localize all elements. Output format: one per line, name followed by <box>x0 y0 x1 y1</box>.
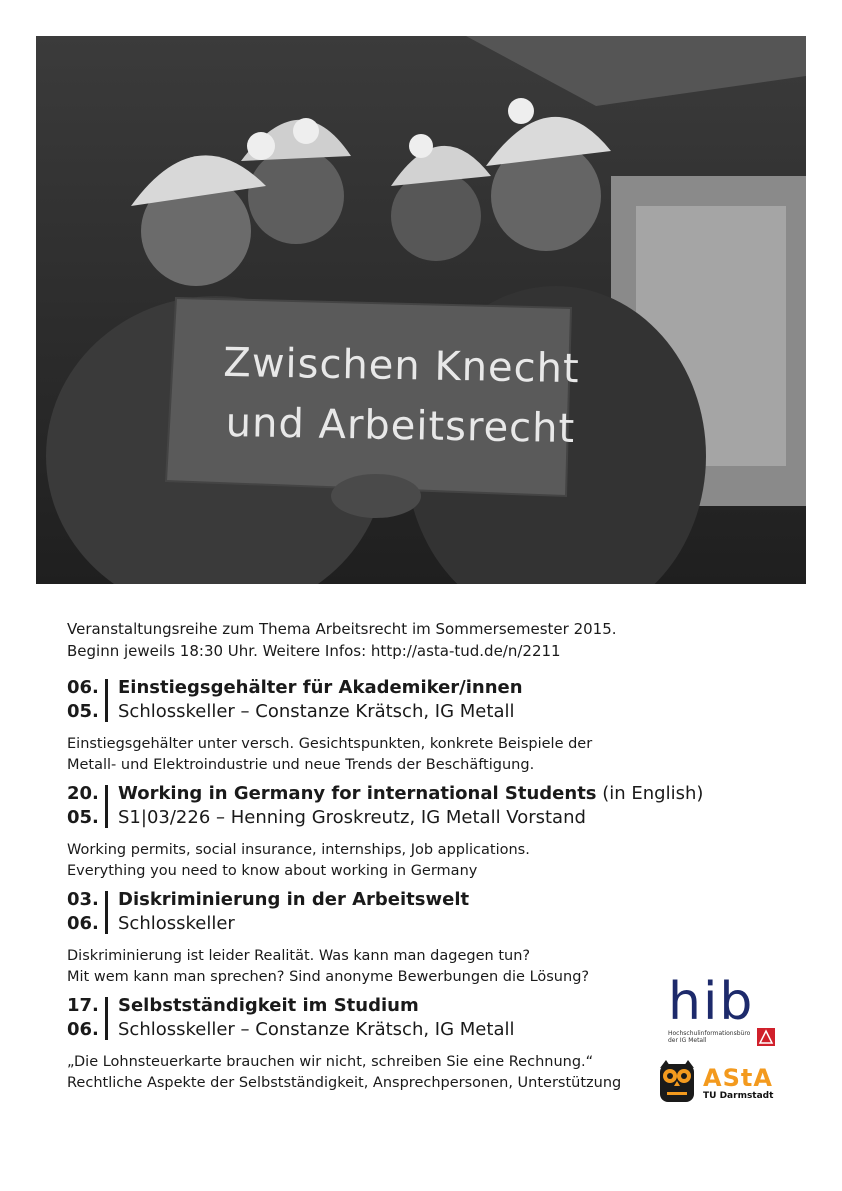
event-description <box>67 734 787 776</box>
event-description-line-2: Rechtliche Aspekte der Selbstständigkeit, Ansprechpersonen, Unterstützung <box>67 1075 622 1091</box>
event-location: Schlosskeller – Constanze Krätsch, IG Metall <box>118 1019 515 1040</box>
event-description-line-1: Einstiegsgehälter unter versch. Gesichtspunkten, konkrete Beispiele der <box>67 736 593 752</box>
asta-logo <box>703 1066 773 1101</box>
ig-metall-icon <box>757 1028 775 1046</box>
event-description-line-2: Everything you need to know about working in Germany <box>67 863 478 879</box>
hib-logo-subtitle <box>668 1030 758 1044</box>
event-note: (in English) <box>596 783 704 804</box>
owl-icon <box>658 1060 696 1104</box>
event-description-line-2: Metall- und Elektroindustrie und neue Trends der Beschäftigung. <box>67 757 535 773</box>
intro-line-2: Beginn jeweils 18:30 Uhr. Weitere Infos: http://asta-tud.de/n/2211 <box>67 642 561 660</box>
hib-logo-text: hib <box>668 972 755 1032</box>
event-date <box>67 782 101 830</box>
event-title: Working in Germany for international Students <box>118 783 597 804</box>
event-location: S1|03/226 – Henning Groskreutz, IG Metall Vorstand <box>118 807 586 828</box>
date-divider <box>105 891 108 934</box>
hib-subtitle-line-1: Hochschulinformationsbüro <box>668 1030 751 1037</box>
event-month: 05. <box>67 807 99 828</box>
event-location: Schlosskeller <box>118 913 235 934</box>
asta-logo-subtitle: TU Darmstadt <box>703 1091 774 1101</box>
event-month: 06. <box>67 1019 99 1040</box>
intro-text <box>67 618 787 662</box>
event-day: 06. <box>67 677 99 698</box>
event-title: Diskriminierung in der Arbeitswelt <box>118 889 470 910</box>
date-divider <box>105 785 108 828</box>
event-date <box>67 888 101 936</box>
event-date <box>67 994 101 1042</box>
event-location: Schlosskeller – Constanze Krätsch, IG Metall <box>118 701 515 722</box>
event-1 <box>67 676 787 776</box>
event-2 <box>67 782 787 882</box>
date-divider <box>105 997 108 1040</box>
event-month: 05. <box>67 701 99 722</box>
event-description-line-1: Diskriminierung ist leider Realität. Was kann man dagegen tun? <box>67 948 531 964</box>
hib-subtitle-line-2: der IG Metall <box>668 1037 707 1044</box>
header-photo <box>36 36 806 584</box>
event-description <box>67 840 787 882</box>
intro-line-1: Veranstaltungsreihe zum Thema Arbeitsrecht im Sommersemester 2015. <box>67 620 617 638</box>
chalkboard-line-2: und Arbeitsrecht <box>225 399 576 453</box>
event-day: 03. <box>67 889 99 910</box>
event-description-line-2: Mit wem kann man sprechen? Sind anonyme Bewerbungen die Lösung? <box>67 969 590 985</box>
miners-photo-illustration <box>36 36 806 584</box>
event-date <box>67 676 101 724</box>
event-description-line-1: Working permits, social insurance, internships, Job applications. <box>67 842 530 858</box>
chalkboard-text <box>210 333 592 460</box>
chalkboard-line-1: Zwischen Knecht <box>222 339 581 393</box>
event-description-line-1: „Die Lohnsteuerkarte brauchen wir nicht, schreiben Sie eine Rechnung.“ <box>67 1054 594 1070</box>
event-month: 06. <box>67 913 99 934</box>
event-day: 17. <box>67 995 99 1016</box>
event-title: Selbstständigkeit im Studium <box>118 995 419 1016</box>
asta-logo-text: AStA <box>703 1064 773 1092</box>
event-title: Einstiegsgehälter für Akademiker/innen <box>118 677 523 698</box>
event-day: 20. <box>67 783 99 804</box>
date-divider <box>105 679 108 722</box>
